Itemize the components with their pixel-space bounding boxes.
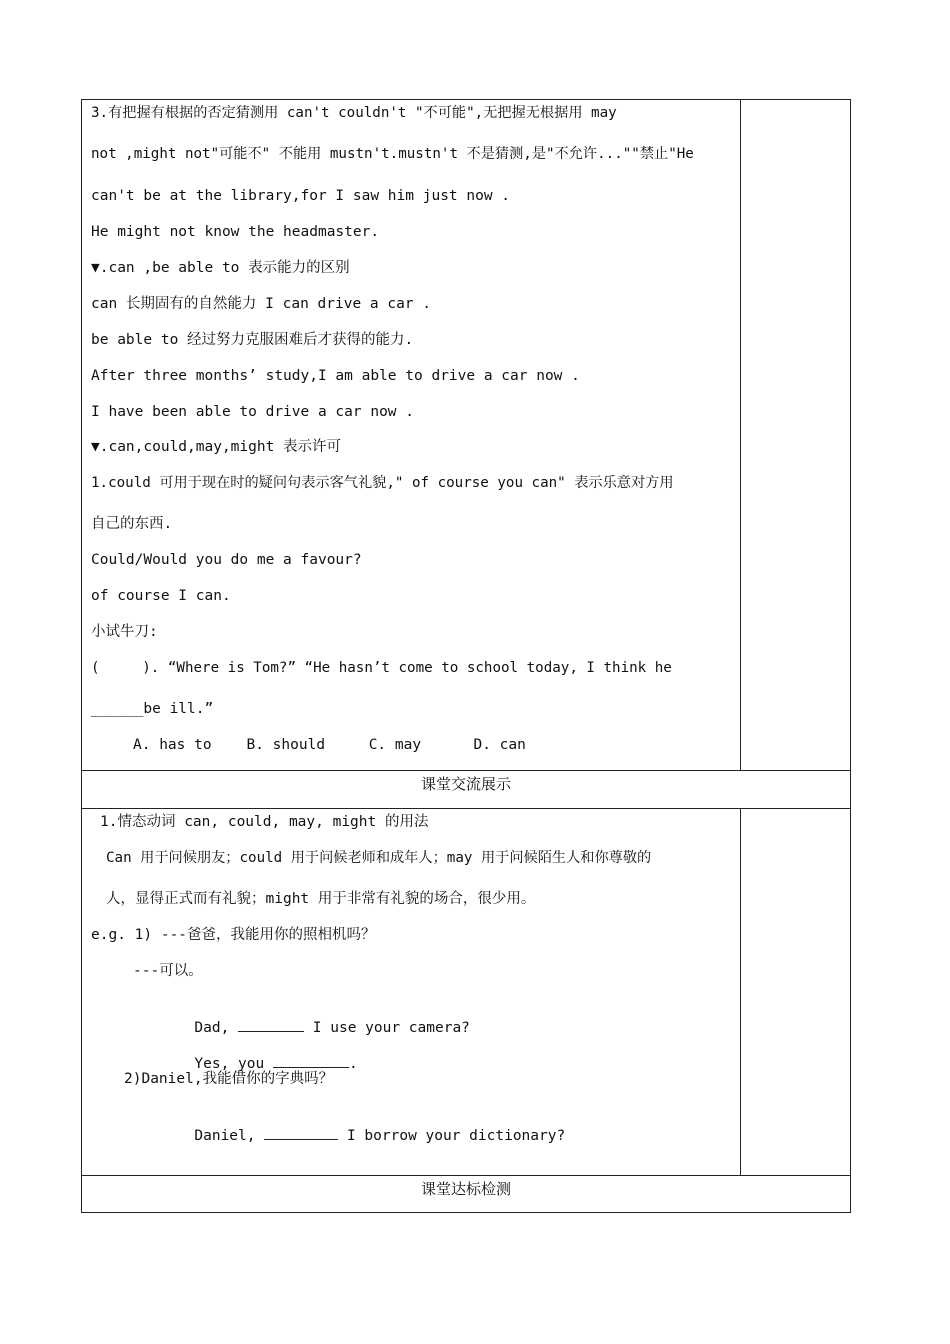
text-line: not ,might not"可能不" 不能用 mustn't.mustn't 不是猜测,是"不允许...""禁止"He bbox=[91, 146, 694, 162]
text-line: After three months’ study,I am able to drive a car now . bbox=[91, 368, 580, 384]
column-divider bbox=[740, 808, 741, 1175]
text-line: 小试牛刀: bbox=[91, 624, 158, 640]
text-line: ▼.can ,be able to 表示能力的区别 bbox=[91, 260, 350, 276]
example-line: ---可以。 bbox=[133, 963, 203, 979]
row-divider bbox=[82, 770, 850, 771]
section-header-class-exchange: 课堂交流展示 bbox=[420, 775, 511, 793]
section-header-assessment: 课堂达标检测 bbox=[420, 1180, 511, 1198]
exercise-options: A. has to B. should C. may D. can bbox=[133, 737, 526, 753]
sentence-end: I borrow your dictionary? bbox=[338, 1128, 566, 1144]
answer-blank bbox=[238, 1017, 304, 1032]
text-line: 3.有把握有根据的否定猜测用 can't couldn't "不可能",无把握无根据用 may bbox=[91, 105, 617, 121]
sentence-end: I use your camera? bbox=[304, 1020, 470, 1036]
sentence-start: Dad, bbox=[194, 1020, 239, 1036]
example-line: 2)Daniel,我能借你的字典吗？ bbox=[124, 1071, 334, 1087]
text-line: 人，显得正式而有礼貌；might 用于非常有礼貌的场合，很少用。 bbox=[106, 891, 536, 907]
text-line: be able to 经过努力克服困难后才获得的能力. bbox=[91, 332, 414, 348]
text-line: 1.could 可用于现在时的疑问句表示客气礼貌," of course you can" 表示乐意对方用 bbox=[91, 475, 674, 491]
example-line: e.g. 1) ---爸爸，我能用你的照相机吗？ bbox=[91, 927, 376, 943]
text-line: I have been able to drive a car now . bbox=[91, 404, 415, 420]
text-line: can 长期固有的自然能力 I can drive a car . bbox=[91, 296, 432, 312]
text-line: Could/Would you do me a favour? bbox=[91, 552, 362, 568]
worksheet-table bbox=[81, 99, 851, 1213]
sentence-start: Yes, you bbox=[194, 1056, 273, 1072]
exercise-question: ( ). “Where is Tom?” “He hasn’t come to school today, I think he bbox=[91, 660, 672, 676]
answer-blank bbox=[273, 1053, 349, 1068]
text-line: of course I can. bbox=[91, 588, 231, 604]
text-line: can't be at the library,for I saw him just now . bbox=[91, 188, 511, 204]
sentence-start: Daniel, bbox=[194, 1128, 265, 1144]
section-title: 1.情态动词 can, could, may, might 的用法 bbox=[100, 814, 429, 830]
text-line: Can 用于问候朋友；could 用于问候老师和成年人；may 用于问候陌生人和你尊敬的 bbox=[106, 850, 652, 866]
answer-blank bbox=[264, 1125, 338, 1140]
column-divider bbox=[740, 100, 741, 770]
fill-in-sentence bbox=[142, 1105, 565, 1166]
text-line: ▼.can,could,may,might 表示许可 bbox=[91, 439, 342, 455]
row-divider bbox=[82, 808, 850, 809]
row-divider bbox=[82, 1175, 850, 1176]
text-line: 自己的东西. bbox=[91, 516, 173, 532]
text-line: He might not know the headmaster. bbox=[91, 224, 380, 240]
sentence-end: . bbox=[348, 1056, 358, 1072]
exercise-question: ______be ill.” bbox=[91, 701, 214, 717]
